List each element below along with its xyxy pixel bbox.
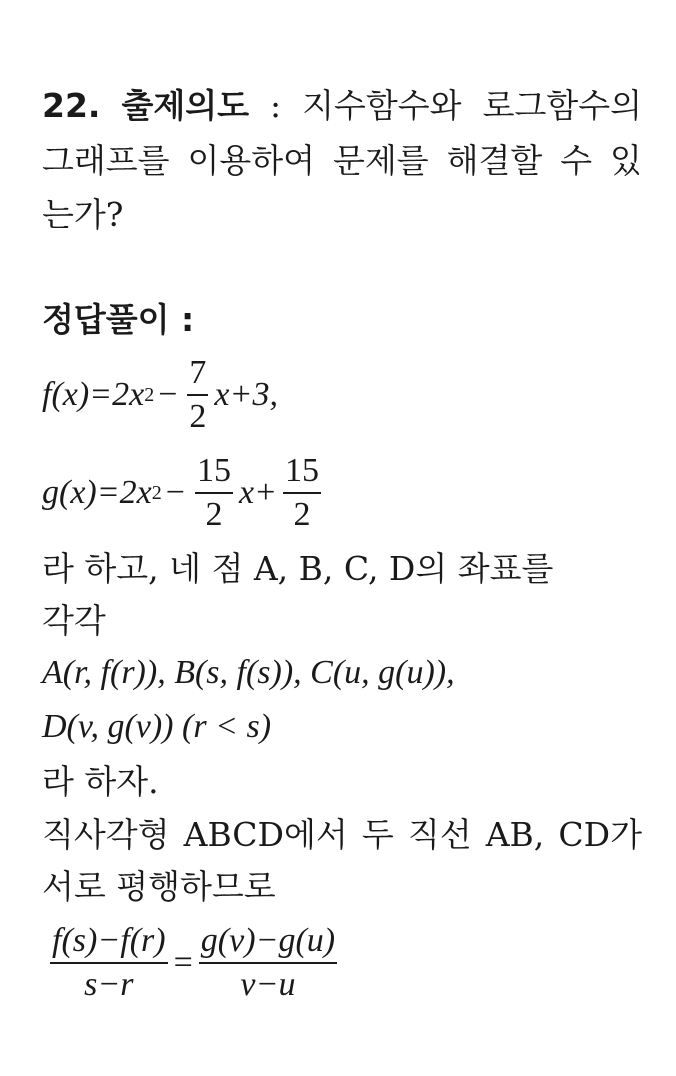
solution-word: ABCD에서 [183, 815, 348, 854]
solution-text-2: 각각 [42, 601, 106, 640]
question-colon: : [270, 86, 282, 125]
solution-text-3: 라 하자. [42, 762, 159, 801]
f-fraction-denominator: 2 [189, 398, 207, 435]
solution-word: CD가 [558, 815, 642, 854]
solution-word: AB, [485, 815, 545, 854]
slope-right-fraction [199, 922, 337, 1004]
coordinates-line-2: D(v, g(v)) (r < s) [42, 708, 272, 745]
question-number: 22. [42, 86, 101, 125]
solution-word: 두 [361, 815, 394, 854]
solution-word: 직사각형 [42, 815, 170, 854]
g-fraction-2 [283, 452, 321, 534]
solution-word: 직선 [407, 815, 472, 854]
solution-text-1: 라 하고, 네 점 A, B, C, D의 좌표를 [42, 549, 554, 588]
f-fraction-numerator: 7 [187, 354, 208, 396]
g-fraction-2-numerator: 15 [283, 452, 321, 494]
g-exponent: 2 [151, 481, 162, 504]
g-fraction-1-denominator: 2 [205, 496, 223, 533]
solution-text-4 [42, 815, 642, 855]
question-word: 수 [560, 141, 593, 180]
slope-equation [44, 922, 343, 1004]
question-word: 문제를 [332, 141, 429, 180]
question-word: 지수함수와 [302, 86, 462, 125]
question-intent-label: 출제의도 [121, 86, 249, 125]
question-word: 로그함수의 [482, 86, 642, 125]
question-word: 있 [610, 141, 642, 180]
g-fraction-1-numerator: 15 [195, 452, 233, 494]
slope-left-denominator: s−r [84, 966, 134, 1003]
slope-right-denominator: v−u [240, 966, 296, 1003]
g-minus: − [165, 474, 185, 511]
f-fraction [187, 354, 208, 436]
question-word: 해결할 [446, 141, 543, 180]
g-plus: x+ [238, 474, 278, 511]
f-lhs: f(x)=2x [42, 376, 145, 413]
coordinates-line-1: A(r, f(r)), B(s, f(s)), C(u, g(u)), [42, 654, 455, 691]
g-lhs: g(x)=2x [42, 474, 152, 511]
question-line-1 [42, 86, 642, 126]
question-line-2 [42, 141, 642, 181]
f-definition [42, 354, 278, 436]
equals-sign: = [173, 944, 193, 981]
f-minus: − [158, 376, 178, 413]
f-rest: x+3, [214, 376, 278, 413]
solution-heading: 정답풀이 : [42, 300, 195, 339]
g-fraction-1 [195, 452, 233, 534]
f-exponent: 2 [144, 383, 155, 406]
question-word: 그래프를 [42, 141, 170, 180]
g-fraction-2-denominator: 2 [293, 496, 311, 533]
slope-right-numerator: g(v)−g(u) [199, 922, 337, 964]
g-definition [42, 452, 327, 534]
solution-text-5: 서로 평행하므로 [42, 867, 276, 906]
slope-left-fraction [50, 922, 168, 1004]
question-word: 이용하여 [187, 141, 315, 180]
slope-left-numerator: f(s)−f(r) [50, 922, 168, 964]
question-line-3: 는가? [42, 195, 124, 234]
